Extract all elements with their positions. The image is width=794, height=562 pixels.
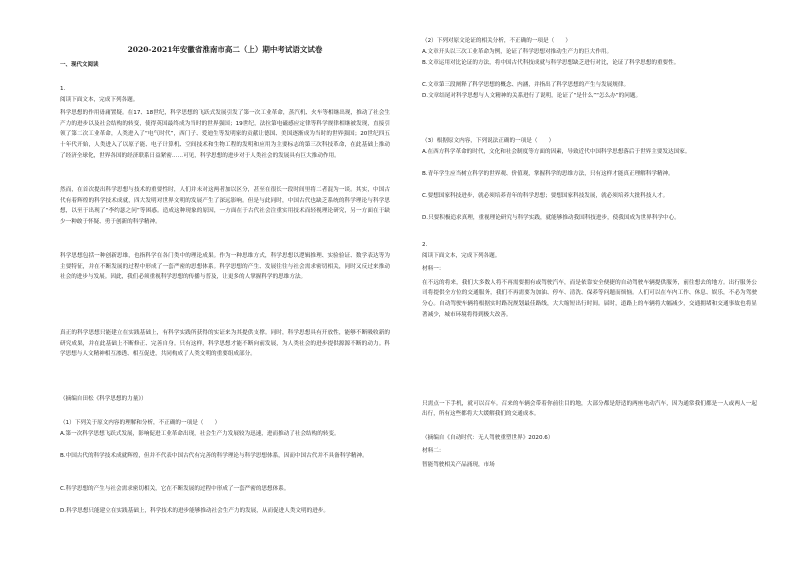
option-c: C.科学思想的产生与社会需求密切相关，它在不断发展的过程中形成了一套严密的思想体系。 bbox=[60, 486, 290, 492]
question-stem: （1）下列关于原文内容的理解和分析，不正确的一项是（ ） bbox=[60, 420, 221, 426]
reading-instruction: 阅读下面文本，完成下列各题。 bbox=[60, 96, 139, 103]
passage-paragraph: 科学思想的作用毋庸置疑。在17、18世纪，科学思想的飞跃式发展引发了第一次工业革命，蒸汽机、火车等相继出现，推动了社会生产力的进步以及社会结构的转变，使得英国最终成为当时的世界强国；19世纪，法拉第电磁感应定律等科学规律相继被发现，直接引领了第二次工业革命，人类进入了“电气时代”，西门子、爱迪生等发明家的贡献让德国、美国逐渐成为当时的世界强国；20世纪四五十年代开始，人类进入了以原子能、电子计算机、空间技术和生物工程的发明和应用为主要标志的第三次科技革命，在此基础上推动了经济全球化，世界各国的经济联系日益紧密……可见，科学思想的进步对于人类社会的发展具有巨大推动作用。 bbox=[60, 110, 390, 159]
left-column bbox=[60, 0, 390, 562]
material-paragraph: 只需点一下手机，就可以召车。召来的车辆会带着你前往目的地，大部分都是舒适的两座电动汽车，因为通常我们都是一人或两人一起出行，所有这些都将大大缓解我们的交通成本。 bbox=[422, 400, 757, 418]
option-a: A.文章开头以三次工业革命为例，论证了科学思想对推动生产力的巨大作用。 bbox=[422, 49, 613, 55]
option-b: B.中国古代的科学技术成就辉煌，但并不代表中国古代有完善的科学理论与科学思想体系，因而中国古代并不具备科学精神。 bbox=[60, 453, 368, 459]
question-3 bbox=[422, 136, 757, 235]
option-d: D.只要积极追求真理，重视理论研究与科学实践，就能够推动我国科技进步，使我国成为世界科学中心。 bbox=[422, 215, 680, 221]
option-d: D.科学思想只能建立在实践基础上，科学技术的进步能够推动社会生产力的发展，从而促进人类文明的进步。 bbox=[60, 508, 329, 514]
material-paragraph: 智能驾驶相关产品涌现，市场 bbox=[422, 461, 495, 468]
section-heading: 一、现代文阅读 bbox=[60, 62, 99, 68]
passage-1 bbox=[60, 84, 390, 405]
passage-paragraph: 然而，在首次提出科学思想与技术的重要性时，人们并未对这两者加以区分，甚至在很长一段时间里将二者混为一谈。其实，中国古代有着辉煌的科学技术成就，四大发明对世界文明的发展产生了深远影响。但是与此同时，中国古代也缺乏系统的科学理论与科学思想，以至于出现了“李约瑟之问”等困惑。造成这种现象的原因，一方面在于古代社会注重实用技术而轻视理论研究，另一方面在于缺少一种敢于怀疑、勇于创新的科学精神。 bbox=[60, 187, 390, 225]
page-title: 2020-2021年安徽省淮南市高二（上）期中考试语文试卷 bbox=[127, 45, 323, 54]
option-c: C.文章第三段阐释了科学思想的概念、内涵，并指出了科学思想的产生与发展规律。 bbox=[422, 82, 630, 88]
option-b: B.青年学生应当树立科学的世界观、价值观，掌握科学的思维方法，只有这样才能真正理解科学精神。 bbox=[422, 171, 674, 177]
option-c: C.要想国家科技进步，就必须培养青年的科学思想；要想国家科技发展，就必须培养大批科技人才。 bbox=[422, 193, 669, 199]
question-2 bbox=[422, 36, 757, 113]
option-a: A.在西方科学革命的时代，文化和社会制度等方面的因素，导致近代中国科学思想落后于世界主要发达国家。 bbox=[422, 149, 691, 155]
option-d: D.文章结尾对科学思想与人文精神的关系进行了说明，论证了“是什么”“怎么办”的问题。 bbox=[422, 93, 642, 99]
passage-paragraph: 真正的科学思想只能建立在实践基础上，有科学实践所获得的实证来为其提供支撑。同时，科学思想具有开放性，能够不断吸收新的研究成果，并在此基础上不断修正、完善自身。只有这样，科学思想才能不断向前发展，为人类社会的进步提供源源不断的动力。科学思想与人文精神相互渗透、相互促进，共同构成了人类文明的重要组成部分。 bbox=[60, 330, 390, 358]
material-paragraph: 在不远的将来，我们大多数人将不再需要拥有或驾驶汽车，而是依靠安全便捷的自动驾驶车辆提供服务，前往想去的地方。出行服务公司将提供全方位的交通服务，我们不再需要为加油、停车、清洗、保养等问题而烦恼。人们可以在车内工作、休息、娱乐，不必为驾驶分心。自动驾驶车辆将根据实时路况规划最佳路线，大大缩短出行时间。届时，道路上的车辆将大幅减少，交通拥堵和交通事故也将显著减少，城市环境将得到极大改善。 bbox=[422, 279, 757, 318]
passage-paragraph: 科学思想包括一种创新思维，也指科学在各门类中的理论成果。作为一种思维方式，科学思想以逻辑推理、实验验证、数学表达等为主要特征，并在不断发展的过程中形成了一套严密的思想体系。科学思想的产生、发展往往与社会需求密切相关，同时又反过来推动社会的进步与发展。因此，我们必须重视科学思想的传播与普及，让更多的人掌握科学的思维方法。 bbox=[60, 253, 390, 281]
option-b: B.文章运用对比论证的方法，将中国古代科技成就与科学思想缺乏进行对比，论证了科学思想的重要性。 bbox=[422, 60, 680, 66]
right-column bbox=[422, 0, 757, 562]
option-a: A.第一次科学思想飞跃式发展，影响促进工业革命出现，社会生产力发展较为迅速，进而推动了社会结构的转变。 bbox=[60, 431, 340, 437]
passage-2 bbox=[422, 240, 757, 471]
question-stem: （3）根据原文内容，下列说法正确的一项是（ ） bbox=[422, 138, 555, 144]
question-stem: （2）下列对原文论证的相关分析，不正确的一项是（ ） bbox=[422, 38, 571, 44]
material-label: 材料一： bbox=[422, 266, 445, 273]
passage-source: （摘编自田松《科学思想的力量》） bbox=[60, 396, 147, 403]
question-1 bbox=[60, 418, 390, 528]
reading-instruction: 阅读下面文本，完成下列各题。 bbox=[422, 252, 501, 259]
material-source: （摘编自《自动时代：无人驾驶重塑世界》2020.6） bbox=[422, 434, 554, 441]
question-number: 1. bbox=[60, 86, 66, 92]
question-number: 2. bbox=[422, 242, 428, 248]
material-label: 材料二： bbox=[422, 448, 445, 455]
